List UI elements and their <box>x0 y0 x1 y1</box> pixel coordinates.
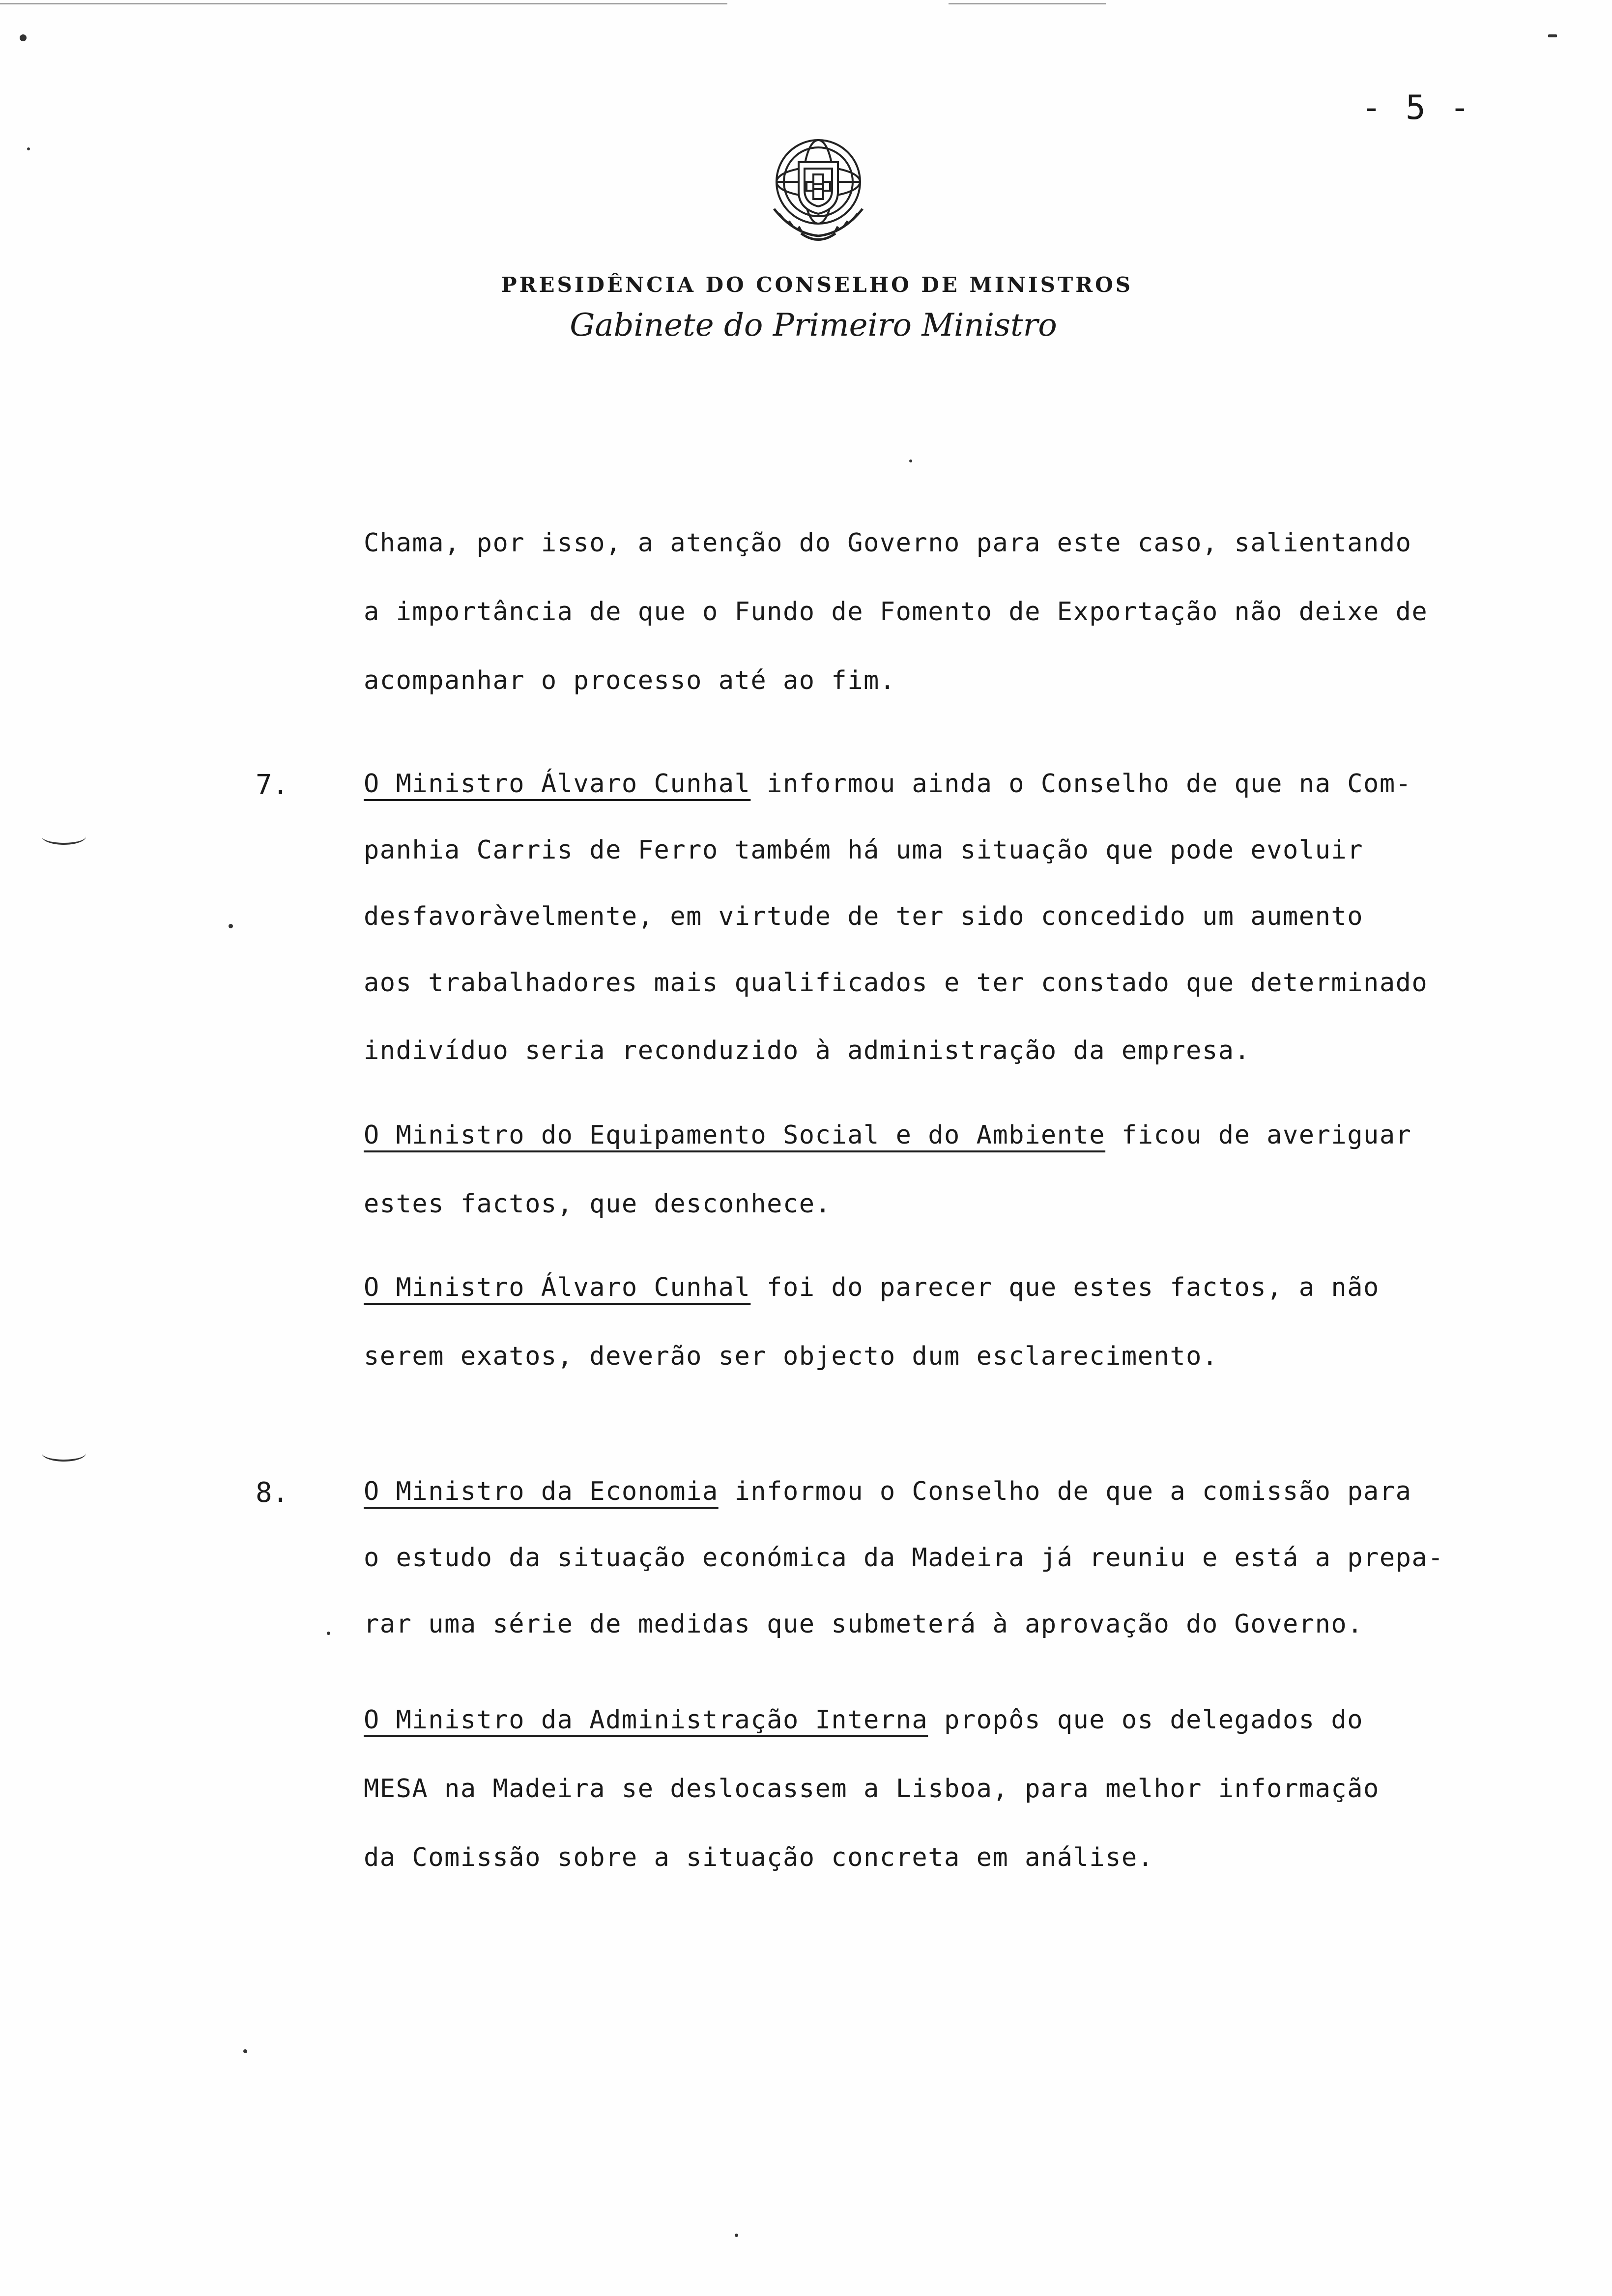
header-subtitle: Gabinete do Primeiro Ministro <box>570 307 1057 344</box>
portuguese-coat-of-arms-icon <box>764 135 872 248</box>
text-line: estes factos, que desconhece. <box>364 1189 832 1219</box>
page-number: - 5 - <box>1361 88 1472 127</box>
scan-speck <box>229 924 233 928</box>
speaker-name: O Ministro da Economia <box>364 1477 719 1506</box>
text-line: da Comissão sobre a situação concreta em análise. <box>364 1843 1154 1872</box>
header-title: PRESIDÊNCIA DO CONSELHO DE MINISTROS <box>501 273 1133 297</box>
text-line: desfavoràvelmente, em virtude de ter sido concedido um aumento <box>364 902 1364 931</box>
item-number: 8. <box>256 1477 289 1509</box>
text-segment: propôs que os delegados do <box>928 1705 1364 1735</box>
scan-speck <box>1548 34 1557 37</box>
top-edge-rule <box>0 3 727 4</box>
text-line: aos trabalhadores mais qualificados e ter constado que determinado <box>364 968 1428 998</box>
speaker-name: O Ministro Álvaro Cunhal <box>364 1273 751 1302</box>
speaker-name: O Ministro Álvaro Cunhal <box>364 769 751 799</box>
margin-mark <box>42 828 86 845</box>
speaker-name: O Ministro do Equipamento Social e do Ambiente <box>364 1120 1106 1150</box>
scan-speck <box>735 2234 738 2237</box>
text-line: panhia Carris de Ferro também há uma situação que pode evoluir <box>364 835 1364 865</box>
text-line: a importância de que o Fundo de Fomento de Exportação não deixe de <box>364 597 1428 627</box>
text-line <box>364 769 1411 799</box>
text-line: rar uma série de medidas que submeterá à aprovação do Governo. <box>364 1609 1364 1639</box>
text-line: Chama, por isso, a atenção do Governo para este caso, salientando <box>364 528 1412 558</box>
scan-speck <box>909 459 912 462</box>
scan-speck <box>20 34 27 41</box>
text-line <box>364 1273 1380 1302</box>
scan-speck <box>27 147 30 150</box>
text-line: acompanhar o processo até ao fim. <box>364 666 896 695</box>
text-line <box>364 1477 1411 1506</box>
text-line: indivíduo seria reconduzido à administração da empresa. <box>364 1036 1251 1065</box>
text-line <box>364 1705 1363 1735</box>
top-edge-rule <box>949 3 1106 4</box>
text-line: MESA na Madeira se deslocassem a Lisboa, para melhor informação <box>364 1774 1380 1804</box>
text-line <box>364 1120 1411 1150</box>
scan-speck <box>327 1632 330 1635</box>
text-segment: informou o Conselho de que a comissão para <box>718 1477 1412 1506</box>
scan-speck <box>243 2049 247 2053</box>
text-segment: informou ainda o Conselho de que na Com- <box>750 769 1412 799</box>
speaker-name: O Ministro da Administração Interna <box>364 1705 928 1735</box>
text-segment: ficou de averiguar <box>1105 1120 1412 1150</box>
text-line: serem exatos, deverão ser objecto dum esclarecimento. <box>364 1342 1218 1371</box>
item-number: 7. <box>256 769 289 801</box>
margin-mark <box>42 1445 86 1462</box>
text-line: o estudo da situação económica da Madeira já reuniu e está a prepa- <box>364 1543 1444 1573</box>
text-segment: foi do parecer que estes factos, a não <box>750 1273 1380 1302</box>
